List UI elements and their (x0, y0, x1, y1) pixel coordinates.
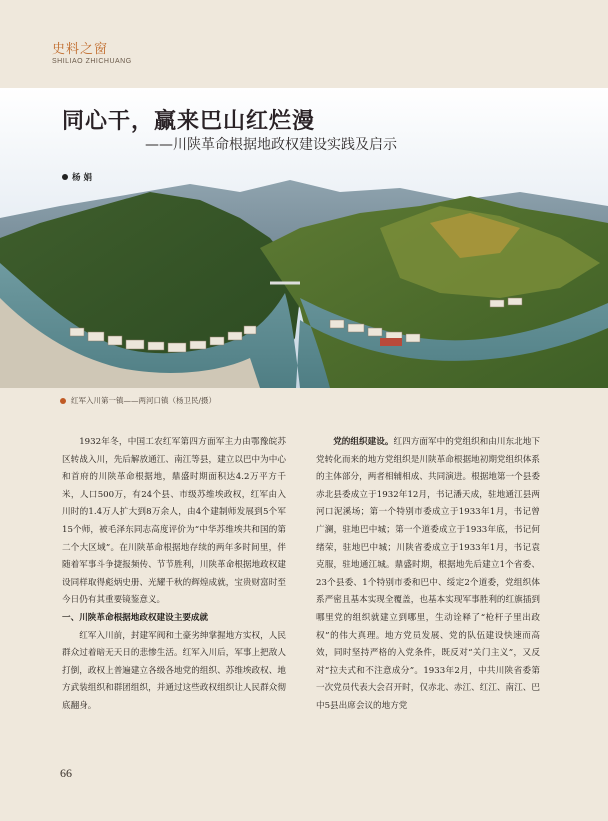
section-title-zh: 史料之窗 (52, 42, 109, 57)
paragraph (316, 434, 540, 716)
section-title-en: SHILIAO ZHICHUANG (52, 58, 132, 65)
page-number: 66 (60, 766, 72, 780)
paragraph-lead: 党的组织建设。 (333, 437, 394, 447)
photo-caption (60, 395, 216, 406)
section-subheading: 一、川陕革命根据地政权建设主要成就 (62, 612, 209, 623)
caption-text: 红军入川第一镇——两河口镇（杨卫民/摄） (71, 396, 217, 405)
text-column-left (62, 434, 286, 716)
paragraph: 1932年冬，中国工农红军第四方面军主力由鄂豫皖苏区转战入川，先后解放通江、南江等县，建立以巴中为中心和首府的川陕革命根据地，鼎盛时期面积达4.2万平方千米，人口500万，有24个县、市级苏维埃政权，红军由入川时的1.4万人扩大到8万余人，由4个建制师发展到5个军15个师，被毛泽东同志高度评价为“中华苏维埃共和国的第二个大区域”。在川陕革命根据地存续的两年多时间里，伴随着军事斗争捷报频传、节节胜利，川陕革命根据地政权建设同样取得彪炳史册、光耀千秋的辉煌成就，宝贵财富时至今日仍有其重要镜鉴意义。 (62, 437, 286, 606)
article-subtitle: ——川陕革命根据地政权建设实践及启示 (145, 137, 397, 153)
paragraph: 红军入川前，封建军阀和土豪劣绅掌握地方实权，人民群众过着暗无天日的悲惨生活。红军入川后，军事上把敌人打倒，政权上普遍建立各级各地党的组织、苏维埃政权、地方武装组织和群团组织，并通过这些政权组织让人民群众彻底翻身。 (62, 630, 286, 711)
bullet-icon (60, 398, 66, 404)
article-title: 同心干，赢来巴山红烂漫 (62, 109, 316, 134)
author-byline (62, 171, 92, 183)
bullet-icon (62, 174, 68, 180)
section-header (52, 38, 132, 65)
text-column-right (316, 434, 540, 716)
paragraph-body: 红四方面军中的党组织和由川东北地下党转化而来的地方党组织是川陕革命根据地初期党组织体系的主体部分，两者相辅相成、共同演进。根据地第一个县委赤北县委成立于1932年12月，书记潘天成，驻地通江县两河口泥溪场；第一个特别市委成立于1933年1月，书记曾广澜，驻地巴中城；第一个道委成立于1933年底，书记何绪荣，驻地巴中城；川陕省委成立于1933年1月，书记袁克服，驻地通江城。鼎盛时期，根据地先后建立1个省委、23个县委、1个特别市委和巴中、绥定2个道委，党组织体系严密且基本实现全覆盖，也基本实现军事胜利的红旗插到哪里党的组织就建立到哪里，生动诠释了“枪杆子里出政权”的伟大真理。地方党员发展、党的队伍建设快速而高效，同时坚持严格的入党条件，既反对“关门主义”，又反对“拉夫式和不注意成分”。1933年2月，中共川陕省委第一次党员代表大会召开时，仅赤北、赤江、红江、南江、巴中5县出席会议的地方党 (316, 437, 540, 711)
author-name: 杨 娟 (72, 173, 92, 183)
